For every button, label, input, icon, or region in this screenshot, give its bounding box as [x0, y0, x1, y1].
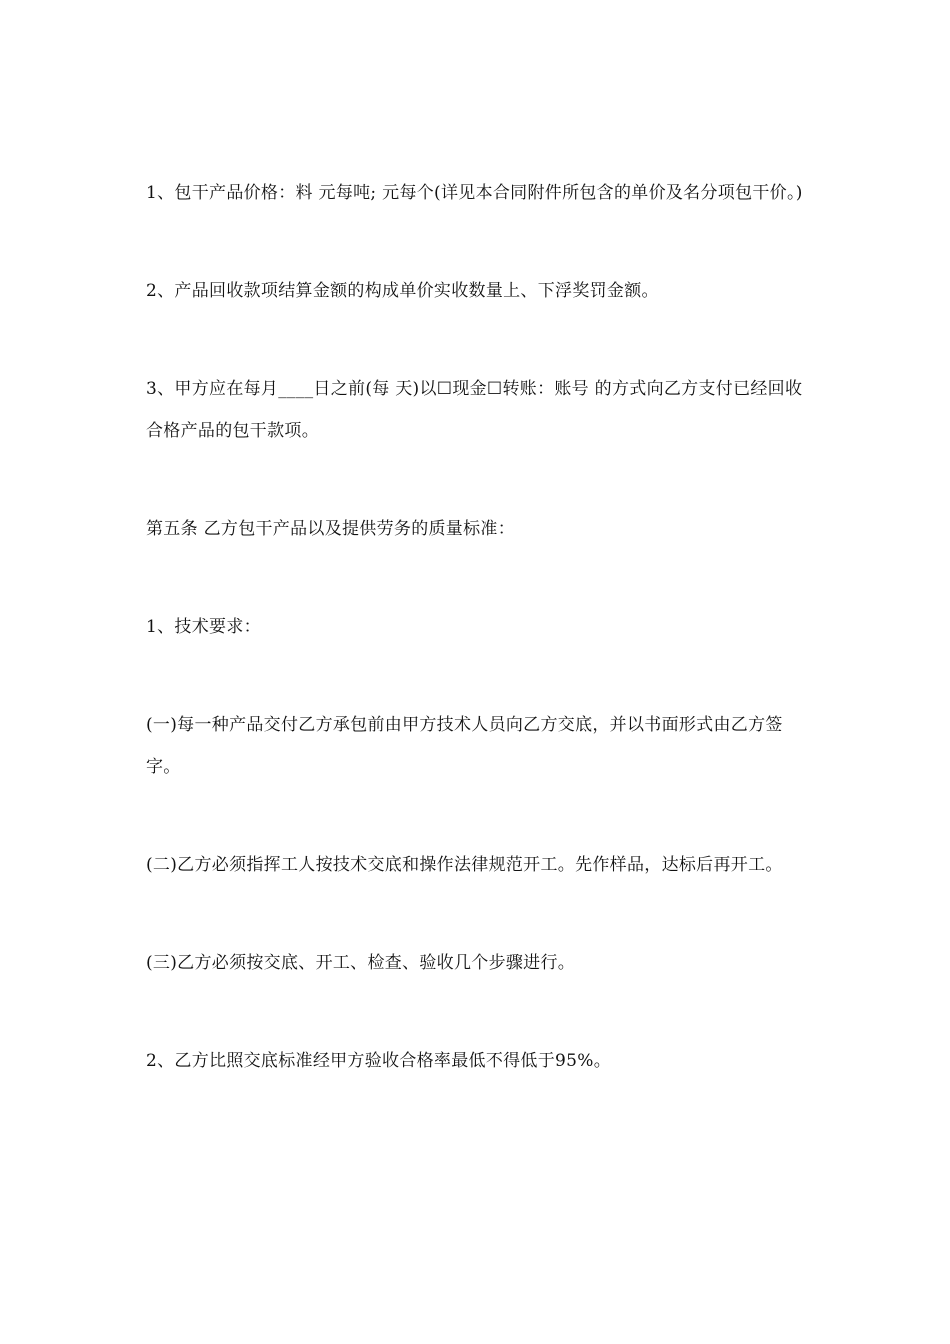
- paragraph-technical-requirements: 1、技术要求：: [146, 617, 261, 637]
- paragraph-settlement: 2、产品回收款项结算金额的构成单价实收数量上、下浮奖罚金额。: [146, 281, 659, 301]
- document-body: [146, 172, 810, 1082]
- paragraph-acceptance-rate: 2、乙方比照交底标准经甲方验收合格率最低不得低于95%。: [146, 1051, 611, 1071]
- paragraph-price: 1、包干产品价格：料 元每吨; 元每个(详见本合同附件所包含的单价及名分项包干价。): [146, 183, 803, 203]
- paragraph-payment: 3、甲方应在每月____日之前(每 天)以☐现金☐转账：账号 的方式向乙方支付已经回收合格产品的包干款项。: [146, 379, 803, 441]
- article-five-heading: 第五条 乙方包干产品以及提供劳务的质量标准：: [146, 519, 516, 539]
- paragraph-item-three: (三)乙方必须按交底、开工、检查、验收几个步骤进行。: [146, 953, 576, 973]
- paragraph-item-two: (二)乙方必须指挥工人按技术交底和操作法律规范开工。先作样品，达标后再开工。: [146, 855, 783, 875]
- paragraph-item-one: (一)每一种产品交付乙方承包前由甲方技术人员向乙方交底，并以书面形式由乙方签字。: [146, 715, 783, 777]
